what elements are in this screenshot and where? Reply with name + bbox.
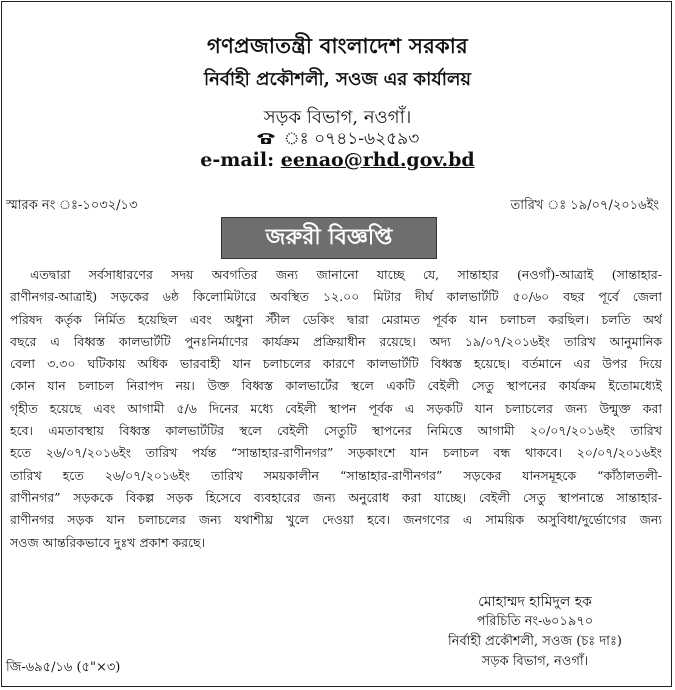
body-line: রাণীনগর সড়ক যান চলাচলের জন্য যথাশীঘ্র খুলে দেওয়া হবে। জনগণের এ সাময়িক অসুবিধা/দুর্ভোগের জন্য: [10, 512, 662, 528]
memo-reference: স্মারক নং ঃ-১০৩২/১৩: [6, 198, 138, 213]
government-title: গণপ্রজাতন্ত্রী বাংলাদেশ সরকার: [207, 33, 468, 58]
signature-block: [420, 592, 650, 672]
body-line: রাণীনগর-আত্রাই) সড়কের ৬ষ্ঠ কিলোমিটারে অবস্থিত ১২.০০ মিটার দীর্ঘ কালভার্টটি ৫০/৬০ বছর পূর্বে জেলা: [10, 289, 662, 305]
division-title: সড়ক বিভাগ, নওগাঁ।: [263, 107, 412, 128]
body-line: এতদ্বারা সর্বসাধারণের সদয় অবগতির জন্য জানানো যাচ্ছে যে, সান্তাহার (নওগাঁ)-আত্রাই (সান্তাহার-: [30, 267, 662, 282]
body-line: হতে ২৬/০৭/২০১৬ইং তারিখ পর্যন্ত “সান্তাহার-রাণীনগর” সড়কাংশে যান চলাচল বন্ধ থাকবে। ২০/০৭/২০১৬ইং: [10, 445, 662, 461]
telephone-icon: [256, 130, 276, 150]
body-line: রাণীনগর” সড়ককে বিকল্প সড়ক হিসেবে ব্যবহারের জন্য অনুরোধ করা যাচ্ছে। বেইলী সেতু স্থাপনান্তে সান্তাহার-: [10, 489, 662, 505]
body-line: কোন যান চলাচল নিরাপদ নয়। উক্ত বিধ্বস্ত কালভার্টের স্থলে একটি বেইলী সেতু স্থাপনের কার্যক্রম ইতোমধ্যেই: [10, 378, 662, 394]
body-line: পরিষদ কর্তৃক নির্মিত হয়েছিল এবং অধুনা স্টীল ডেকিং দ্বারা মেরামত পূর্বক যান চলাচল করছিল। চলতি অর্থ: [10, 311, 662, 327]
body-line: হবে। এমতাবস্থায় বিধ্বস্ত কালভার্টটির স্থলে বেইলী সেতুটি স্থাপনের নিমিত্তে আগামী ২০/০৭/২০১৬ইং তারিখ: [10, 423, 662, 439]
body-line: গৃহীত হয়েছে এবং আগামী ৫/৬ দিনের মধ্যে বেইলী স্থাপন পূর্বক এ সড়কটি যান চলাচলের জন্য উন্মুক্ত করা: [10, 400, 662, 416]
notice-body: [10, 264, 662, 554]
phone-number: ০৭৪১-৬২৫৯৩: [314, 129, 420, 149]
body-line: সওজ আন্তরিকভাবে দুঃখ প্রকাশ করছে।: [10, 534, 206, 550]
office-title: নির্বাহী প্রকৌশলী, সওজ এর কার্যালয়: [204, 69, 471, 90]
email-address[interactable]: eenao@rhd.gov.bd: [280, 149, 475, 171]
email-label: e-mail:: [200, 149, 275, 171]
body-line: বেলা ৩.৩০ ঘটিকায় অধিক ভারবাহী যান চলাচলের কারণে কালভার্টটি বিধ্বস্ত হয়েছে। বর্তমানে এর উপর দিয়ে: [10, 356, 662, 372]
notice-title-banner: [221, 217, 437, 259]
signatory-designation: নির্বাহী প্রকৌশলী, সওজ (চঃ দাঃ): [448, 634, 622, 649]
body-line: বছরে এ বিধ্বস্ত কালভার্টটি পুনঃনির্মাণের কার্যক্রম প্রক্রিয়াধীন রয়েছে। অদ্য ১৯/০৭/২০১৬ইং তারিখ আনুমানিক: [10, 333, 662, 349]
footer-code: জি-৬৯৫/১৬ (৫"×৩): [6, 660, 121, 675]
phone-prefix: ঃ: [283, 129, 309, 149]
signatory-name: মোহাম্মদ হামিদুল হক: [478, 594, 592, 610]
email-line: [0, 149, 675, 171]
notice-title: জরুরী বিজ্ঞপ্তি: [265, 223, 393, 250]
body-line: তারিখ হতে ২৬/০৭/২০১৬ইং তারিখ সময়কালীন “সান্তাহার-রাণীনগর” সড়কের যানসমূহকে “কাঁঠালতলী-: [10, 467, 662, 483]
memo-date: তারিখ ঃ ১৯/০৭/২০১৬ইং: [510, 198, 659, 213]
signatory-division: সড়ক বিভাগ, নওগাঁ।: [481, 654, 589, 669]
signatory-id: পরিচিতি নং-৬০১৯৭০: [476, 614, 594, 629]
